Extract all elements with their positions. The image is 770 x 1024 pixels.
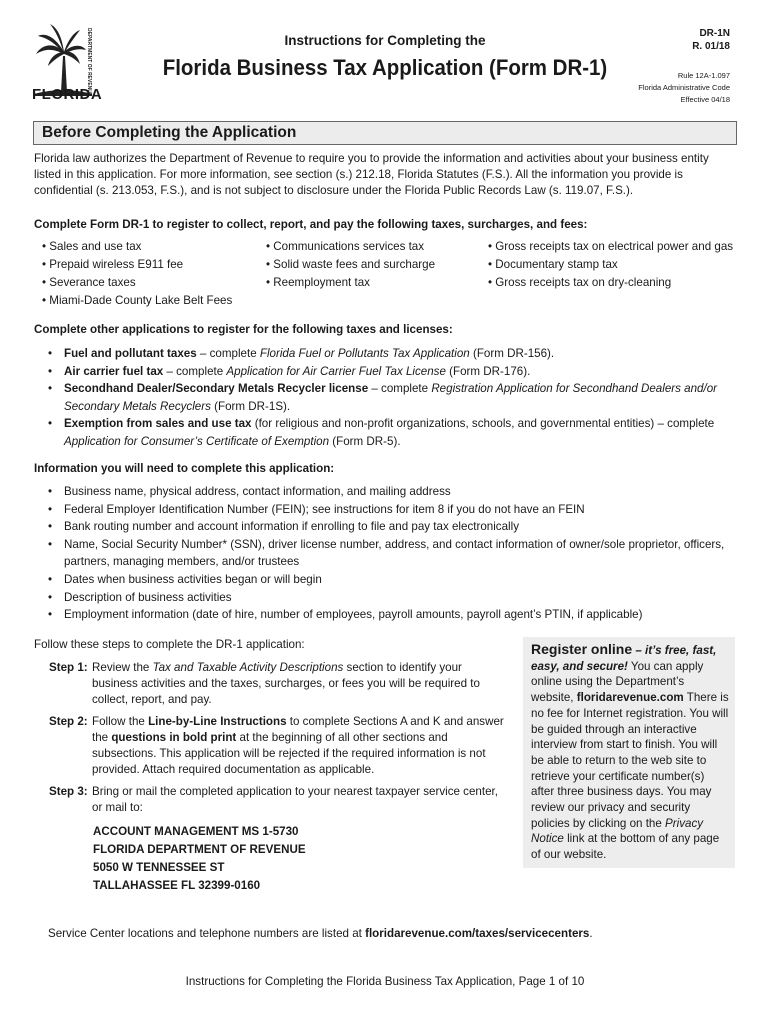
rule-block (638, 70, 730, 106)
mailing-address (93, 823, 306, 895)
list-item: • Business name, physical address, contact information, and mailing address (34, 483, 736, 501)
form-number: DR-1N (699, 28, 730, 39)
taxes-column-3 (488, 238, 733, 292)
list-item: • Dates when business activities began or will begin (34, 571, 736, 589)
taxes-heading: Complete Form DR-1 to register to collect, report, and pay the following taxes, surcharges, and fees: (34, 218, 588, 231)
list-item: • Air carrier fuel tax – complete Application for Air Carrier Fuel Tax License (Form DR-176). (34, 363, 736, 381)
list-item: • Name, Social Security Number* (SSN), driver license number, address, and contact information of owner/sole proprietor, officers, partners, managing members, and/or trustees (34, 536, 736, 571)
list-item: • Bank routing number and account information if enrolling to file and pay tax electronically (34, 518, 736, 536)
logo-state-name: FLORIDA (32, 86, 103, 103)
taxes-column-1 (42, 238, 232, 310)
revision: R. 01/18 (692, 41, 730, 52)
form-number-block (692, 27, 730, 53)
list-item: • Reemployment tax (266, 276, 370, 289)
other-applications-heading: Complete other applications to register for the following taxes and licenses: (34, 323, 453, 336)
list-item: • Exemption from sales and use tax (for religious and non-profit organizations, schools, and governmental entities) – complete Application for Consumer’s Certificate of Exemption (Form DR-5). (34, 415, 736, 450)
address-line: FLORIDA DEPARTMENT OF REVENUE (93, 843, 306, 856)
website-link[interactable]: floridarevenue.com (576, 691, 684, 705)
list-item: • Solid waste fees and surcharge (266, 258, 436, 271)
step-1: Step 1: Review the Tax and Taxable Activity Descriptions section to identify your business activities and the taxes, surcharges, or fees you will be required to collect, report, and pay. (49, 661, 480, 706)
address-line: ACCOUNT MANAGEMENT MS 1-5730 (93, 825, 299, 838)
list-item: • Documentary stamp tax (488, 258, 618, 271)
privacy-notice-link[interactable]: Privacy Notice (531, 816, 704, 846)
step-label: Step 2: (49, 715, 88, 728)
section-title-box (33, 121, 737, 145)
list-item: • Gross receipts tax on electrical power and gas (488, 240, 734, 253)
rule-number: Rule 12A-1.097 (677, 71, 730, 80)
step-label: Step 3: (49, 785, 88, 798)
list-item: • Federal Employer Identification Number (FEIN); see instructions for item 8 if you do not have an FEIN (34, 501, 736, 519)
steps-intro: Follow these steps to complete the DR-1 application: (34, 638, 305, 651)
address-line: TALLAHASSEE FL 32399-0160 (93, 879, 261, 892)
list-item: • Gross receipts tax on dry-cleaning (488, 276, 672, 289)
logo-vertical-text: DEPARTMENT OF REVENUE (86, 28, 92, 97)
register-tagline: – it’s free, fast, easy, and secure! (531, 644, 717, 673)
taxes-column-2 (266, 238, 435, 292)
header-subtitle: Instructions for Completing the (284, 33, 486, 48)
address-line: 5050 W TENNESSEE ST (93, 861, 225, 874)
list-item: • Severance taxes (42, 276, 136, 289)
register-online-box: Register online – it’s free, fast, easy, and secure! You can apply online using the Department’s website, floridarevenue.com There is no fee for Internet registration. You will be guided through an interactive interview from start to finish. You will be able to return to the web site to retrieve your certificate number(s) after three business days. You may review our privacy and security policies by clicking on the Privacy Notice link at the bottom of any page of our website. (523, 637, 735, 868)
other-applications-list (34, 345, 736, 450)
register-title: Register online (531, 641, 633, 657)
step-3: Step 3: Bring or mail the completed application to your nearest taxpayer service center, or mail to: (49, 785, 498, 814)
list-item: • Prepaid wireless E911 fee (42, 258, 184, 271)
effective-date: Effective 04/18 (680, 95, 730, 104)
step-2: Step 2: Follow the Line-by-Line Instructions to complete Sections A and K and answer the questions in bold print at the beginning of all other sections and subsections. This application will be rejected if the required information is not provided. Attach required documentation as applicable. (49, 715, 504, 776)
intro-paragraph: Florida law authorizes the Department of Revenue to require you to provide the information and activities about your business entity listed in this application. For more information, see section (s.) 212.18, Florida Statutes (F.S.). All the information you provide is confidential (s. 213.053, F.S.), and is not subject to disclosure under the Florida Public Records Law (s. 119.07, F.S.). (34, 152, 709, 197)
list-item: • Fuel and pollutant taxes – complete Florida Fuel or Pollutants Tax Application (Form DR-156). (34, 345, 736, 363)
info-list (34, 483, 736, 624)
info-heading: Information you will need to complete this application: (34, 462, 335, 475)
page-title: Florida Business Tax Application (Form DR-1) (162, 55, 608, 80)
admin-code: Florida Administrative Code (638, 83, 730, 92)
list-item: • Miami-Dade County Lake Belt Fees (42, 294, 233, 307)
service-center-link[interactable]: floridarevenue.com/taxes/servicecenters (365, 927, 590, 940)
service-center-note: Service Center locations and telephone numbers are listed at floridarevenue.com/taxes/servicecenters. (48, 927, 593, 940)
step-label: Step 1: (49, 661, 88, 674)
list-item: • Employment information (date of hire, number of employees, payroll amounts, payroll agent’s PTIN, if applicable) (34, 606, 736, 624)
page-footer: Instructions for Completing the Florida Business Tax Application, Page 1 of 10 (185, 975, 585, 988)
list-item: • Description of business activities (34, 589, 736, 607)
list-item: • Sales and use tax (42, 240, 142, 253)
list-item: • Communications services tax (266, 240, 425, 253)
list-item: • Secondhand Dealer/Secondary Metals Recycler license – complete Registration Application for Secondhand Dealers and/or Secondary Metals Recyclers (Form DR-1S). (34, 380, 736, 415)
section-title: Before Completing the Application (42, 124, 297, 141)
